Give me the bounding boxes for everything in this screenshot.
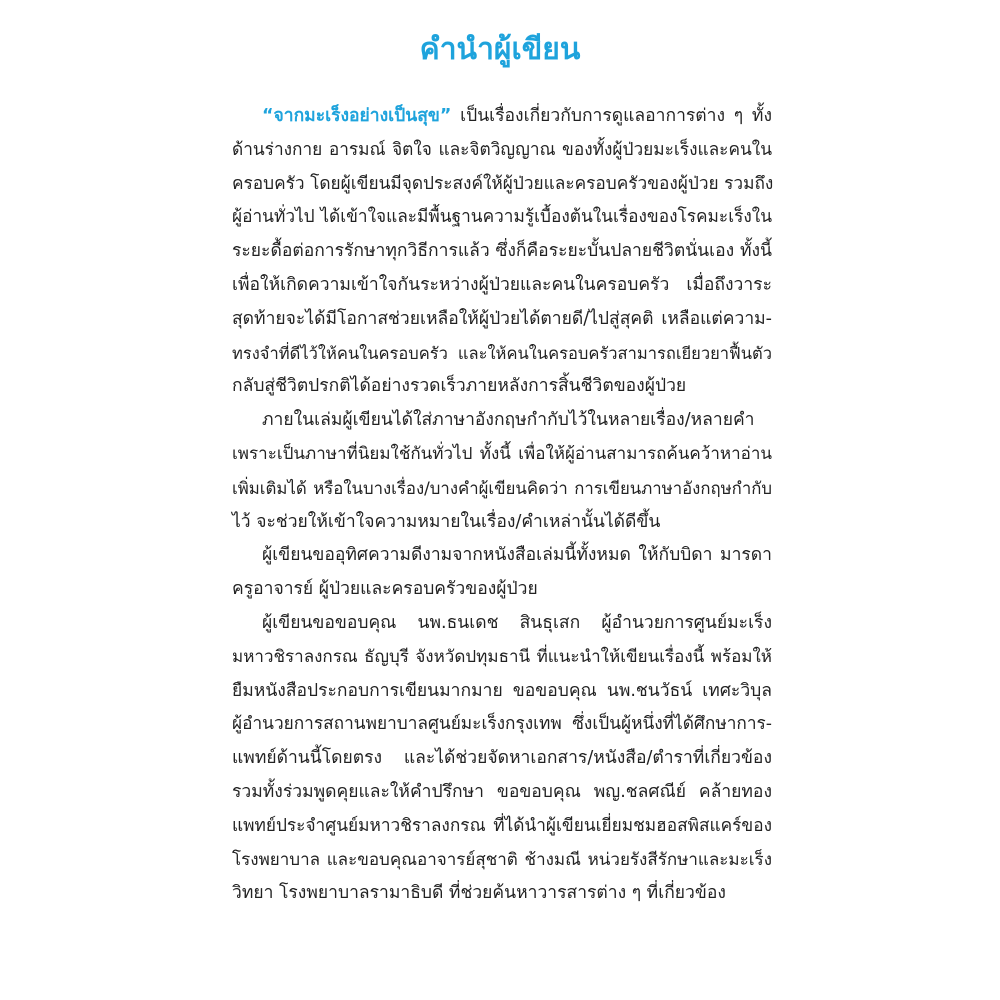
text-line: ไว้ จะช่วยให้เข้าใจความหมายในเรื่อง/คำเหล่านั้นได้ดีขึ้น [232,511,661,532]
text-line: ผู้อ่านทั่วไป ได้เข้าใจและมีพื้นฐานความรู้เบื้องต้นในเรื่องของโรคมะเร็งใน [232,207,772,228]
text-line: แพทย์ด้านนี้โดยตรง และได้ช่วยจัดหาเอกสาร/หนังสือ/ตำราที่เกี่ยวข้อง [232,748,772,769]
text-line-content: เป็นเรื่องเกี่ยวกับการดูแลอาการต่าง ๆ ทั้ง [451,106,772,126]
text-line: เพื่อให้เกิดความเข้าใจกันระหว่างผู้ป่วยและคนในครอบครัว เมื่อถึงวาระ [232,274,772,295]
text-line: กลับสู่ชีวิตปรกติได้อย่างรวดเร็วภายหลังการสิ้นชีวิตของผู้ป่วย [232,376,687,397]
body-text [232,100,772,911]
text-line: แพทย์ประจำศูนย์มหาวชิราลงกรณ ที่ได้นำผู้เขียนเยี่ยมชมฮอสพิสแคร์ของ [232,815,772,836]
text-line: ผู้อำนวยการสถานพยาบาลศูนย์มะเร็งกรุงเทพ ซึ่งเป็นผู้หนึ่งที่ได้ศึกษาการ- [232,714,772,735]
text-line: ผู้เขียนขออุทิศความดีงามจากหนังสือเล่มนี้ทั้งหมด ให้กับบิดา มารดา [262,545,772,566]
text-line: มหาวชิราลงกรณ ธัญบุรี จังหวัดปทุมธานี ที่แนะนำให้เขียนเรื่องนี้ พร้อมให้ [232,646,772,667]
text-line: สุดท้ายจะได้มีโอกาสช่วยเหลือให้ผู้ป่วยได้ตายดี/ไปสู่สุคติ เหลือแต่ความ- [232,308,772,329]
text-line: ยืมหนังสือประกอบการเขียนมากมาย ขอขอบคุณ นพ.ชนวัธน์ เทศะวิบุล [232,680,772,701]
text-line: ครูอาจารย์ ผู้ป่วยและครอบครัวของผู้ป่วย [232,579,538,600]
text-line: ผู้เขียนขอขอบคุณ นพ.ธนเดช สินธุเสก ผู้อำนวยการศูนย์มะเร็ง [262,612,772,633]
text-line: โรงพยาบาล และขอบคุณอาจารย์สุชาติ ช้างมณี หน่วยรังสีรักษาและมะเร็ง [232,849,772,870]
text-line: ระยะดื้อต่อการรักษาทุกวิธีการแล้ว ซึ่งก็คือระยะบั้นปลายชีวิตนั่นเอง ทั้งนี้ [232,241,772,262]
text-line: ภายในเล่มผู้เขียนได้ใส่ภาษาอังกฤษกำกับไว้ในหลายเรื่อง/หลายคำ [262,410,755,431]
text-line [232,100,772,134]
text-line: ด้านร่างกาย อารมณ์ จิตใจ และจิตวิญญาณ ของทั้งผู้ป่วยมะเร็งและคนใน [232,139,772,160]
text-line: วิทยา โรงพยาบาลรามาธิบดี ที่ช่วยค้นหาวารสารต่าง ๆ ที่เกี่ยวข้อง [232,883,726,904]
text-line: เพิ่มเติมได้ หรือในบางเรื่อง/บางคำผู้เขียนคิดว่า การเขียนภาษาอังกฤษกำกับ [232,477,772,498]
text-line: รวมทั้งร่วมพูดคุยและให้คำปรึกษา ขอขอบคุณ พญ.ชลศณีย์ คล้ายทอง [232,781,772,802]
page-title: คำนำผู้เขียน [419,32,581,67]
text-line: ทรงจำที่ดีไว้ให้คนในครอบครัว และให้คนในครอบครัวสามารถเยียวยาฟื้นตัว [232,343,772,363]
text-line: เพราะเป็นภาษาที่นิยมใช้กันทั่วไป ทั้งนี้ เพื่อให้ผู้อ่านสามารถค้นคว้าหาอ่าน [232,443,772,464]
text-line: ครอบครัว โดยผู้เขียนมีจุดประสงค์ให้ผู้ป่วยและครอบครัวของผู้ป่วย รวมถึง [232,173,774,194]
book-title-quote: “จากมะเร็งอย่างเป็นสุข” [262,106,452,126]
